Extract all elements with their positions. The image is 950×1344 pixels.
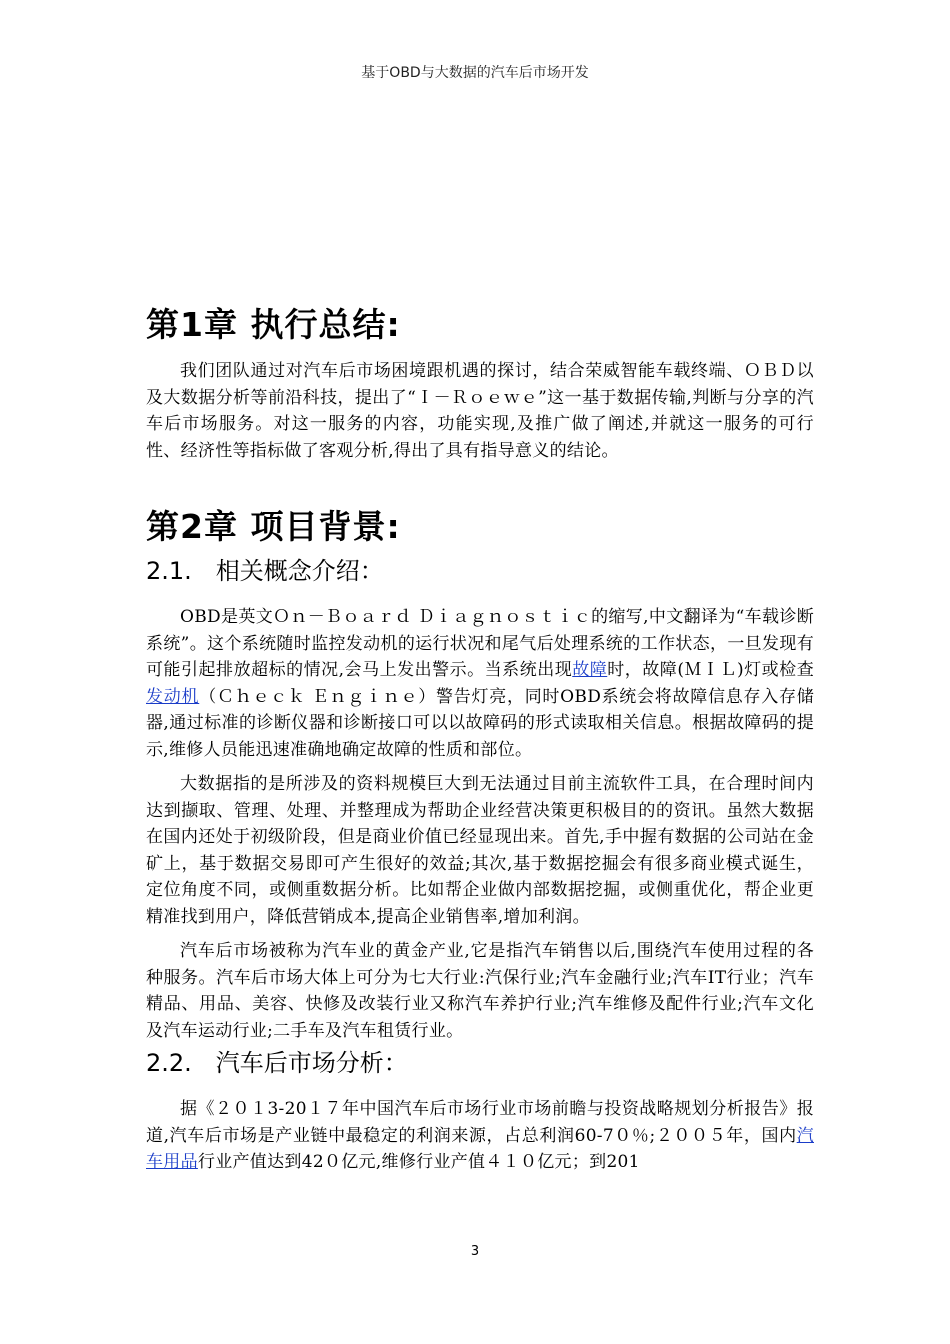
aftermarket-paragraph: 汽车后市场被称为汽车业的黄金产业,它是指汽车销售以后,围绕汽车使用过程的各种服务。汽车后市场大体上可分为七大行业:汽保行业;汽车金融行业;汽车IT行业；汽车精品、用品、美容、快修及改装行业又称汽车养护行业;汽车维修及配件行业;汽车文化及汽车运动行业;二手车及汽车租赁行业。: [146, 941, 814, 1041]
fault-link[interactable]: 故障: [572, 660, 608, 680]
big-data-paragraph: 大数据指的是所涉及的资料规模巨大到无法通过目前主流软件工具，在合理时间内达到撷取、管理、处理、并整理成为帮助企业经营决策更积极目的的资讯。虽然大数据在国内还处于初级阶段，但是商业价值已经显现出来。首先,手中握有数据的公司站在金矿上，基于数据交易即可产生很好的效益;其次,基于数据挖掘会有很多商业模式诞生，定位角度不同，或侧重数据分析。比如帮企业做内部数据挖掘，或侧重优化，帮企业更精准找到用户，降低营销成本,提高企业销售率,增加利润。: [146, 774, 814, 927]
auto-supplies-link[interactable]: 汽车用品: [146, 1125, 814, 1172]
obd-paragraph: [146, 604, 814, 763]
engine-link[interactable]: 发动机: [146, 686, 200, 707]
chapter-1-heading: 第1章 执行总结:: [146, 305, 401, 344]
obd-text-b: 时，故障(ＭＩＬ)灯或检查: [607, 660, 814, 680]
market-analysis-paragraph: [146, 1096, 814, 1176]
chapter-1-summary-paragraph: 我们团队通过对汽车后市场困境跟机遇的探讨，结合荣威智能车载终端、ＯＢＤ以及大数据分析等前沿科技，提出了“Ｉ－Ｒｏｅｗｅ”这一基于数据传输,判断与分享的汽车后市场服务。对这一服务的内容，功能实现,及推广做了阐述,并就这一服务的可行性、经济性等指标做了客观分析,得出了具有指导意义的结论。: [146, 361, 814, 461]
page-number: 3: [470, 1244, 480, 1259]
obd-text-a: OBD是英文Ｏｎ－Ｂｏａｒｄ Ｄｉａｇｎｏｓｔｉｃ的缩写,中文翻译为“车载诊断系统”。这个系统随时监控发动机的运行状况和尾气后处理系统的工作状态，一旦发现有可能引起排放超标的情况,会马上发出警示。当系统出现: [146, 607, 814, 680]
obd-text-c: （Ｃｈｅｃｋ Ｅｎｇｉｎｅ）警告灯亮，同时OBD系统会将故障信息存入存储器,通过标准的诊断仪器和诊断接口可以以故障码的形式读取相关信息。根据故障码的提示,维修人员能迅速准确地确定故障的性质和部位。: [146, 686, 815, 760]
market-text-b: 行业产值达到42０亿元,维修行业产值４１０亿元；到201: [197, 1152, 640, 1172]
section-2-1-heading: 2.1. 相关概念介绍：: [146, 557, 384, 585]
section-2-2-heading: 2.2. 汽车后市场分析：: [146, 1049, 408, 1077]
chapter-2-heading: 第2章 项目背景:: [146, 507, 401, 546]
market-text-a: 据《２０１3-20１７年中国汽车后市场行业市场前瞻与投资战略规划分析报告》报道,汽车后市场是产业链中最稳定的利润来源，占总利润60-7０％;２００５年，国内: [146, 1099, 814, 1146]
page-content: [146, 300, 814, 1176]
running-header: 基于OBD与大数据的汽车后市场开发: [361, 65, 589, 81]
